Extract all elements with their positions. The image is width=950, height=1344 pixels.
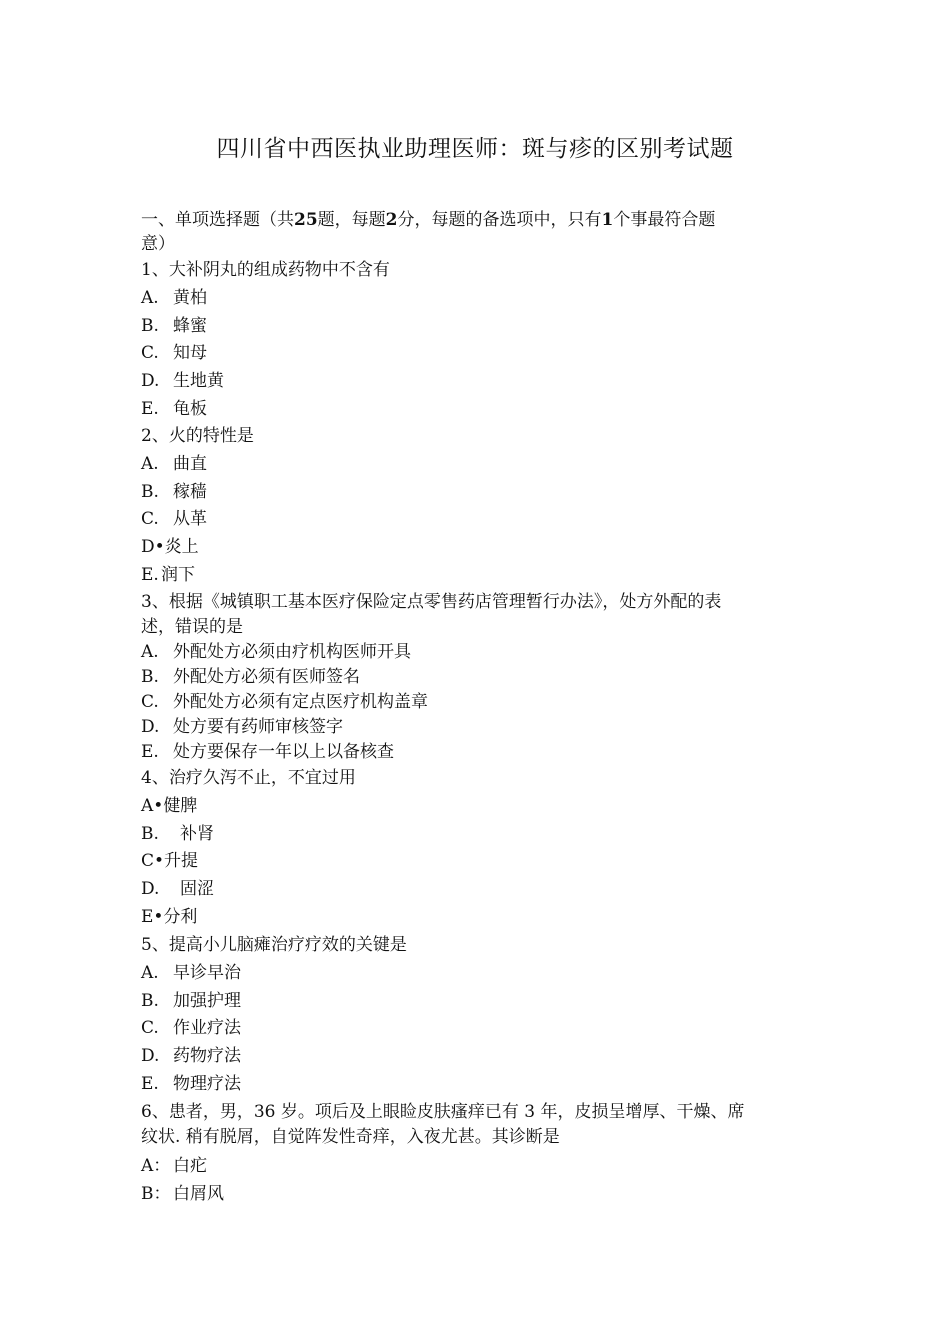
question-stem: 6、患者，男，36 岁。项后及上眼睑皮肤瘙痒已有 3 年，皮损呈增厚、干燥、席 [141,1102,745,1122]
option-label: B. [141,991,159,1011]
option-text: 补肾 [180,824,214,844]
option-a [141,639,411,665]
option-label: B. [141,316,159,336]
option-label: A： [141,1156,171,1176]
question-stem-continued: 述，错误的是 [141,617,243,637]
option-text: 稼穑 [173,482,207,502]
option-text: 处方要保存一年以上以备核查 [173,742,394,762]
option-e [141,562,195,588]
option-label: B： [141,1184,171,1204]
option-label: C. [141,343,159,363]
option-text: 固涩 [180,879,214,899]
option-label: C• [141,851,165,871]
option-label: B. [141,667,159,687]
option-b [141,988,241,1014]
option-c [141,1015,241,1041]
option-c [141,848,198,874]
option-b [141,1181,224,1207]
option-text: 生地黄 [173,371,224,391]
option-label: C. [141,509,159,529]
option-label: E. [141,1074,159,1094]
option-e [141,739,394,765]
option-c [141,506,207,532]
option-label: D. [141,879,160,899]
option-text: 外配处方必须由疗机构医师开具 [173,642,411,662]
option-d [141,1043,241,1069]
section-header-line-2: 意） [141,234,175,254]
option-text: 升提 [164,851,199,871]
option-text: 外配处方必须有医师签名 [173,667,360,687]
option-d [141,714,343,740]
option-b [141,821,214,847]
option-d [141,534,199,560]
option-a [141,1153,207,1179]
option-label: D• [141,537,165,557]
option-label: A. [141,642,159,662]
correct-count: 1 [601,210,614,230]
option-label: B. [141,824,159,844]
option-text: 润下 [161,565,195,585]
option-label: C. [141,692,159,712]
option-label: A. [141,963,159,983]
option-label: D. [141,717,160,737]
option-text: 炎上 [164,537,199,557]
option-text: 分利 [163,907,198,927]
option-label: E. [141,565,159,585]
option-a [141,285,207,311]
option-label: E. [141,742,159,762]
option-text: 早诊早治 [173,963,241,983]
option-label: C. [141,1018,159,1038]
option-b [141,313,207,339]
option-label: A. [141,454,159,474]
option-text: 白疕 [173,1156,207,1176]
question-stem: 1、大补阴丸的组成药物中不含有 [141,260,390,280]
section-header-text: 题，每题 [317,210,386,230]
option-label: B. [141,482,159,502]
option-text: 知母 [173,343,207,363]
option-d [141,876,214,902]
question-stem: 4、治疗久泻不止，不宜过用 [141,768,356,788]
option-e [141,904,197,930]
option-text: 从革 [173,509,207,529]
option-text: 黄柏 [173,288,207,308]
section-header-text: 一、单项选择题（共 [141,210,294,230]
option-text: 处方要有药师审核签字 [173,717,343,737]
points-per-question: 2 [385,210,398,230]
option-b [141,664,360,690]
option-d [141,368,224,394]
question-stem: 3、根据《城镇职工基本医疗保险定点零售药店管理暂行办法》，处方外配的表 [141,592,722,612]
option-text: 物理疗法 [173,1074,241,1094]
page-title: 四川省中西医执业助理医师：斑与疹的区别考试题 [216,136,734,162]
option-a [141,451,207,477]
option-text: 作业疗法 [173,1018,241,1038]
question-stem: 5、提高小儿脑瘫治疗疗效的关键是 [141,935,407,955]
option-b [141,479,207,505]
option-text: 健脾 [163,796,198,816]
option-text: 龟板 [173,399,207,419]
option-e [141,396,207,422]
option-label: E• [141,907,164,927]
option-label: D. [141,1046,160,1066]
section-header-text: 分，每题的备选项中，只有 [397,210,602,230]
option-label: D. [141,371,160,391]
option-c [141,689,428,715]
option-label: A• [141,796,164,816]
question-stem-continued: 纹状. 稍有脱屑，自觉阵发性奇痒，入夜尤甚。其诊断是 [141,1127,560,1147]
option-a [141,960,241,986]
section-header-line-1 [141,207,715,233]
option-text: 曲直 [173,454,207,474]
question-count: 25 [294,210,318,230]
option-a [141,793,197,819]
section-header-text: 个事最符合题 [613,210,716,230]
option-c [141,340,207,366]
option-label: A. [141,288,159,308]
question-stem: 2、火的特性是 [141,426,254,446]
option-e [141,1071,241,1097]
option-text: 外配处方必须有定点医疗机构盖章 [173,692,428,712]
option-text: 蜂蜜 [173,316,207,336]
option-text: 白屑风 [173,1184,224,1204]
option-text: 药物疗法 [173,1046,241,1066]
option-label: E. [141,399,159,419]
option-text: 加强护理 [173,991,241,1011]
